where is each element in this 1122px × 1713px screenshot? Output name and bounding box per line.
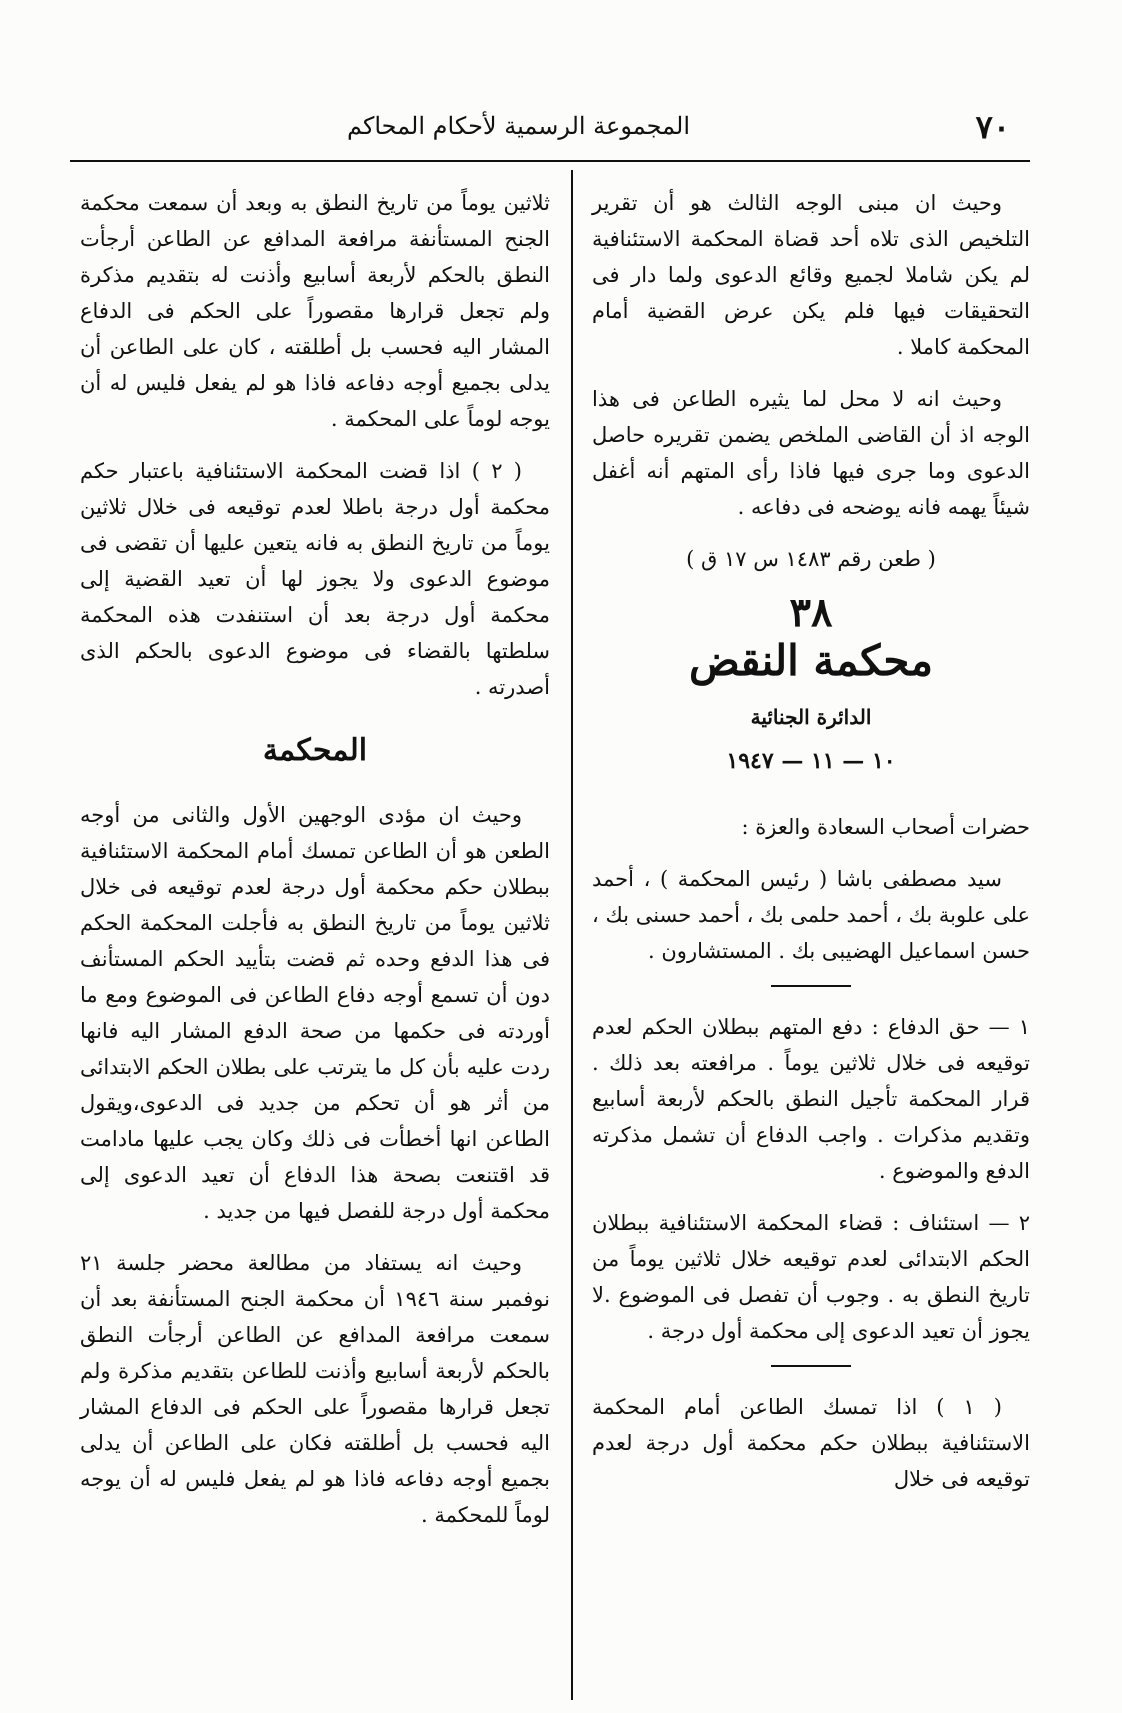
paragraph: وحيث انه يستفاد من مطالعة محضر جلسة ٢١ نوفمبر سنة ١٩٤٦ أن محكمة الجنح المستأنفة بعد أن سمعت مرافعة المدافع عن الطاعن أرجأت النطق بالحكم لأربعة أسابيع وأذنت للطاعن بتقديم مذكرة ولم تجعل قرارها مقصوراً على الحكم فى الدفاع المشار اليه فحسب بل أطلقته فكان على الطاعن أن يدلى بجميع أوجه دفاعه فاذا هو لم يفعل فليس له أن يوجه لوماً للمحكمة .	[80, 1251, 550, 1527]
headnote: ٢ — استئناف : قضاء المحكمة الاستئنافية ببطلان الحكم الابتدائى لعدم توقيعه خلال ثلاثين يوماً من تاريخ النطق به . وجوب أن تفصل فى الموضوع .لا يجوز أن تعيد الدعوى إلى محكمة أول درجة .	[592, 1211, 1030, 1343]
paragraph: وحيث ان مؤدى الوجهين الأول والثانى من أوجه الطعن هو أن الطاعن تمسك أمام المحكمة الاستئنافية ببطلان حكم محكمة أول درجة لعدم توقيعه فى خلال ثلاثين يوماً من تاريخ النطق به فأجلت المحكمة الحكم فى هذا الدفع وحده ثم قضت بتأييد الحكم المستأنف دون أن تسمع أوجه دفاع الطاعن فى الموضوع ومع ما أوردته فى حكمها من صحة الدفع المشار اليه فانها ردت عليه بأن كل ما يترتب على بطلان الحكم الابتدائى من أثر هو أن تحكم من جديد فى الدعوى،ويقول الطاعن انها أخطأت فى ذلك وكان يجب عليها مادامت قد اقتنعت بصحة هذا الدفاع أن تعيد الدعوى إلى محكمة أول درجة للفصل فيها من جديد .	[80, 803, 550, 1223]
separator-rule	[771, 985, 851, 987]
headnotes	[592, 1009, 1030, 1349]
paragraph: ( ٢ ) اذا قضت المحكمة الاستئنافية باعتبار حكم محكمة أول درجة باطلا لعدم توقيعه فى خلال ثلاثين يوماً من تاريخ النطق به فانه يتعين عليها أن تقضى فى موضوع الدعوى ولا يجوز لها أن تعيد القضية إلى محكمة أول درجة بعد أن استنفدت هذه المحكمة سلطتها بالقضاء فى موضوع الدعوى بالحكم الذى أصدرته .	[80, 459, 550, 699]
paragraph: وحيث ان مبنى الوجه الثالث هو أن تقرير التلخيص الذى تلاه أحد قضاة المحكمة الاستئنافية لم يكن شاملا لجميع وقائع الدعوى ولما دار فى التحقيقات فيها فلم يكن عرض القضية أمام المحكمة كاملا .	[592, 191, 1030, 359]
paragraph: ثلاثين يوماً من تاريخ النطق به وبعد أن سمعت محكمة الجنح المستأنفة مرافعة المدافع عن الطاعن أرجأت النطق بالحكم لأربعة أسابيع وأذنت له بتقديم مذكرة ولم تجعل قرارها مقصوراً على الحكم فى الدفاع المشار اليه فحسب بل أطلقته ، كان على الطاعن أن يدلى بجميع أوجه دفاعه فاذا هو لم يفعل فليس له أن يوجه لوماً على المحكمة .	[80, 191, 550, 431]
page-number: ٧٠	[975, 108, 1010, 146]
circuit-name: الدائرة الجنائية	[750, 705, 872, 729]
paragraph: وحيث انه لا محل لما يثيره الطاعن فى هذا الوجه اذ أن القاضى الملخص يضمن تقريره حاصل الدعوى وما جرى فيها فاذا رأى المتهم أنه أغفل شيئاً يهمه فانه يوضحه فى دفاعه .	[592, 387, 1030, 519]
column-divider	[571, 170, 573, 1700]
footnote: ( ١ ) اذا تمسك الطاعن أمام المحكمة الاستئنافية ببطلان حكم محكمة أول درجة لعدم توقيعه فى خلال	[592, 1395, 1030, 1491]
appeal-reference: ( طعن رقم ١٤٨٣ س ١٧ ق )	[686, 547, 936, 571]
running-title: المجموعة الرسمية لأحكام المحاكم	[346, 112, 690, 140]
section-heading: المحكمة	[262, 733, 368, 768]
bench-intro: حضرات أصحاب السعادة والعزة :	[741, 815, 1030, 839]
judgment-date: ١٠ — ١١ — ١٩٤٧	[726, 748, 896, 774]
separator-rule	[771, 1365, 851, 1367]
headnote: ١ — حق الدفاع : دفع المتهم ببطلان الحكم لعدم توقيعه فى خلال ثلاثين يوماً . مرافعته بعد ذلك . قرار المحكمة تأجيل النطق بالحكم لأربعة أسابيع وتقديم مذكرات . واجب الدفاع أن تشمل مذكرته الدفع والموضوع .	[592, 1015, 1030, 1183]
page-header	[60, 108, 1030, 156]
left-column	[80, 185, 550, 1549]
court-name: محكمة النقض	[688, 636, 934, 685]
case-number: ٣٨	[789, 589, 833, 636]
header-rule	[70, 160, 1030, 162]
right-column	[592, 185, 1030, 1513]
bench-members: سيد مصطفى باشا ( رئيس المحكمة ) ، أحمد على علوبة بك ، أحمد حلمى بك ، أحمد حسنى بك ، حسن اسماعيل الهضيبى بك . المستشارون .	[592, 867, 1030, 963]
